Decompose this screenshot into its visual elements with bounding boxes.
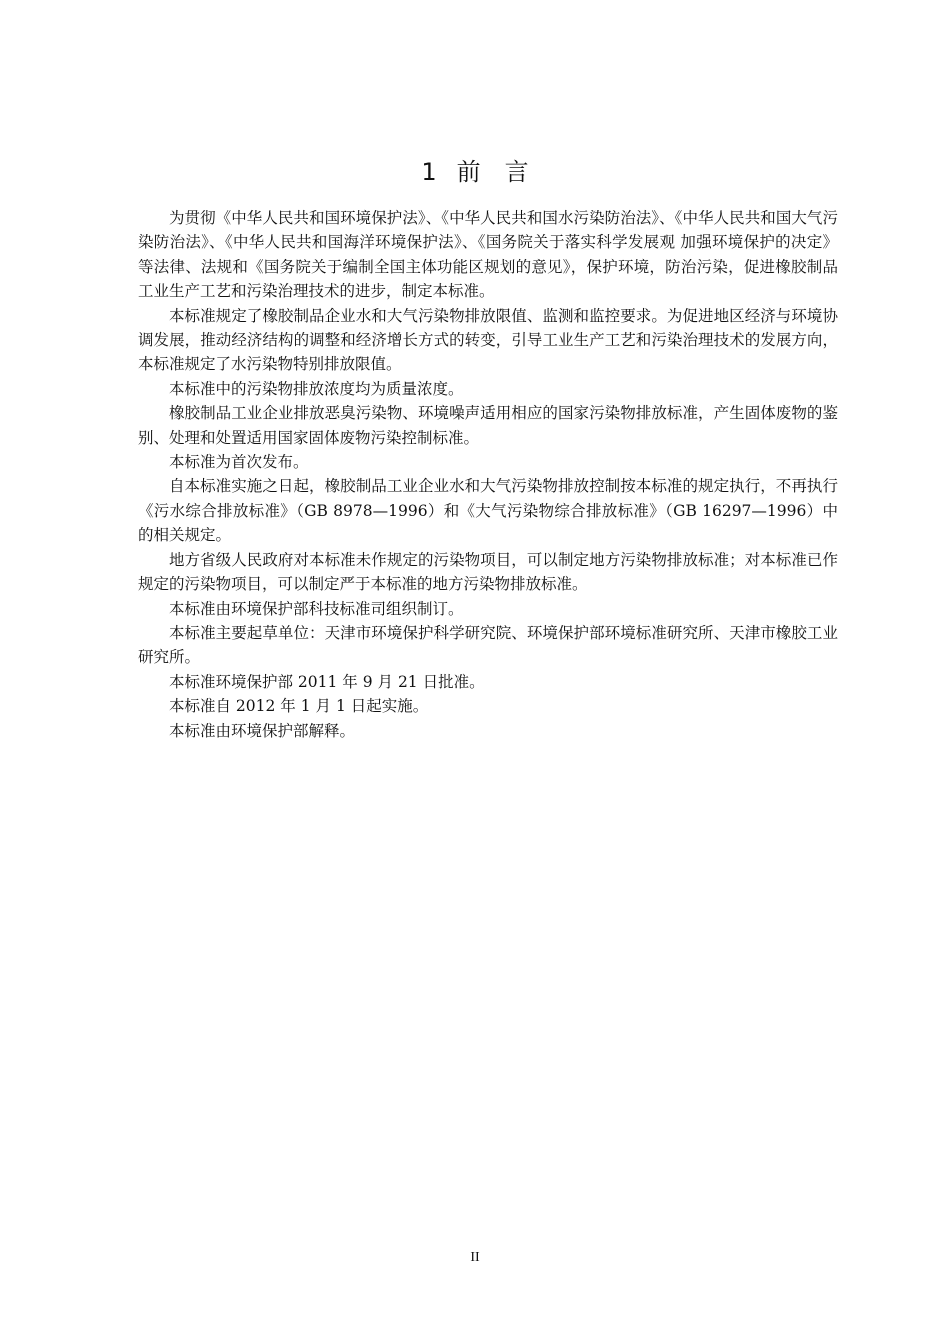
- paragraph-effective-date: 本标准自 2012 年 1 月 1 日起实施。: [169, 697, 429, 716]
- title-char-2: 言: [504, 158, 529, 186]
- paragraph-drafters: 本标准主要起草单位：天津市环境保护科学研究院、环境保护部环境标准研究所、天津市橡胶工业研究所。: [138, 623, 838, 667]
- foreword-body: [138, 206, 838, 743]
- paragraph-other-standards: 橡胶制品工业企业排放恶臭污染物、环境噪声适用相应的国家污染物排放标准，产生固体废物的鉴别、处理和处置适用国家固体废物污染控制标准。: [138, 404, 838, 447]
- section-title: [0, 156, 950, 188]
- paragraph-first-release: 本标准为首次发布。: [169, 453, 309, 472]
- paragraph-interpretation: 本标准由环境保护部解释。: [169, 721, 356, 740]
- page-number: II: [470, 1250, 480, 1265]
- title-char-1: 前: [456, 158, 481, 186]
- paragraph-organizer: 本标准由环境保护部科技标准司组织制订。: [169, 599, 464, 618]
- section-number: 1: [421, 158, 437, 186]
- paragraph-replacement: 自本标准实施之日起，橡胶制品工业企业水和大气污染物排放控制按本标准的规定执行，不再执行《污水综合排放标准》（GB 8978—1996）和《大气污染物综合排放标准》（GB 16297—1996）中的相关规定。: [138, 477, 838, 545]
- paragraph-concentration: 本标准中的污染物排放浓度均为质量浓度。: [169, 379, 464, 398]
- paragraph-local-standards: 地方省级人民政府对本标准未作规定的污染物项目，可以制定地方污染物排放标准；对本标准已作规定的污染物项目，可以制定严于本标准的地方污染物排放标准。: [138, 550, 838, 594]
- paragraph-approval: 本标准环境保护部 2011 年 9 月 21 日批准。: [169, 672, 485, 691]
- paragraph-legal-basis: 为贯彻《中华人民共和国环境保护法》、《中华人民共和国水污染防治法》、《中华人民共和国大气污染防治法》、《中华人民共和国海洋环境保护法》、《国务院关于落实科学发展观 加强环境保护的决定》等法律、法规和《国务院关于编制全国主体功能区规划的意见》，保护环境，防治污染，促进橡胶制品工业生产工艺和污染治理技术的进步，制定本标准。: [138, 209, 838, 301]
- paragraph-scope: 本标准规定了橡胶制品企业水和大气污染物排放限值、监测和监控要求。为促进地区经济与环境协调发展，推动经济结构的调整和经济增长方式的转变，引导工业生产工艺和污染治理技术的发展方向，本标准规定了水污染物特别排放限值。: [138, 306, 838, 374]
